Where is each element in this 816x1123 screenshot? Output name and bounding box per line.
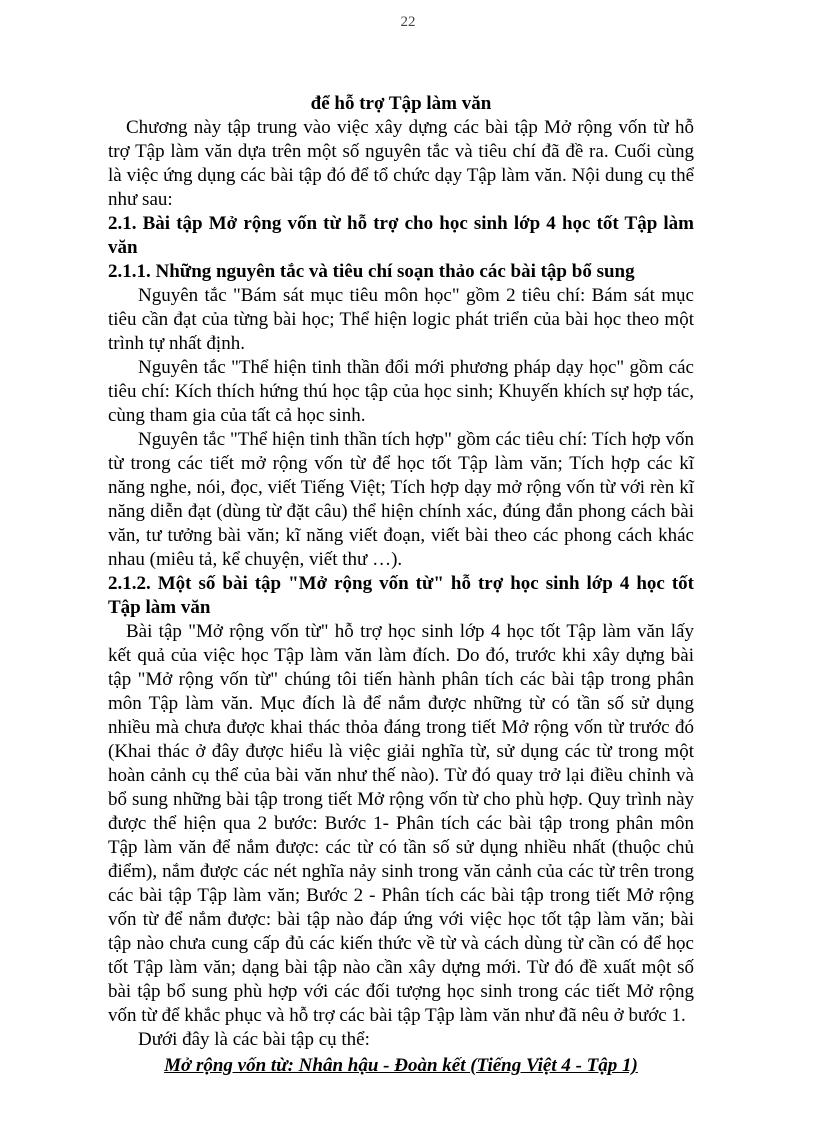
- page-number: 22: [400, 14, 416, 30]
- paragraph-principle-1: Nguyên tắc "Bám sát mục tiêu môn học" gồm 2 tiêu chí: Bám sát mục tiêu cần đạt của từng bài học; Thể hiện logic phát triển của bài học theo một trình tự nhất định.: [108, 285, 694, 354]
- paragraph-exercises: Bài tập "Mở rộng vốn từ" hỗ trợ học sinh lớp 4 học tốt Tập làm văn lấy kết quả của việc học Tập làm văn làm đích. Do đó, trước khi xây dựng bài tập "Mở rộng vốn từ" chúng tôi tiến hành phân tích các bài tập trong phân môn Tập làm văn. Mục đích là để nắm được những từ có tần số sử dụng nhiều mà chưa được khai thác thỏa đáng trong tiết Mở rộng vốn từ trước đó (Khai thác ở đây được hiểu là việc giải nghĩa từ, sử dụng các từ trong một hoàn cảnh cụ thể của bài văn như thế nào). Từ đó quay trở lại điều chỉnh và bổ sung những bài tập trong tiết Mở rộng vốn từ cho phù hợp. Quy trình này được thể hiện qua 2 bước: Bước 1- Phân tích các bài tập trong phân môn Tập làm văn để nắm được: các từ có tần số sử dụng nhiều nhất (thuộc chủ điểm), nắm được các nét nghĩa nảy sinh trong văn cảnh của các từ trên trong các bài tập Tập làm văn; Bước 2 - Phân tích các bài tập trong tiết Mở rộng vốn từ để nắm được: bài tập nào đáp ứng với việc học tốt tập làm văn; bài tập nào chưa cung cấp đủ các kiến thức về từ và cách dùng từ cần có để học tốt Tập làm văn; dạng bài tập nào cần xây dựng mới. Từ đó đề xuất một số bài tập bổ sung phù hợp với các đối tượng học sinh trong các tiết Mở rộng vốn từ để khắc phục và hỗ trợ các bài tập Tập làm văn như đã nêu ở bước 1.: [108, 621, 694, 1026]
- paragraph-principle-3: Nguyên tắc "Thể hiện tinh thần tích hợp" gồm các tiêu chí: Tích hợp vốn từ trong các tiết mở rộng vốn từ để học tốt Tập làm văn; Tích hợp các kĩ năng nghe, nói, đọc, viết Tiếng Việt; Tích hợp dạy mở rộng vốn từ với rèn kĩ năng diễn đạt (dùng từ đặt câu) thể hiện chính xác, đúng đắn phong cách bài văn, tư tưởng bài văn; kĩ năng viết đoạn, viết bài theo các phong cách khác nhau (miêu tả, kể chuyện, viết thư …).: [108, 429, 694, 570]
- lesson-subtitle: Mở rộng vốn từ: Nhân hậu - Đoàn kết (Tiếng Việt 4 - Tập 1): [164, 1055, 638, 1076]
- intro-paragraph: Chương này tập trung vào việc xây dựng các bài tập Mở rộng vốn từ hỗ trợ Tập làm văn dựa trên một số nguyên tắc và tiêu chí đã đề ra. Cuối cùng là việc ứng dụng các bài tập đó để tổ chức dạy Tập làm văn. Nội dung cụ thể như sau:: [108, 117, 694, 210]
- section-heading-2-1: 2.1. Bài tập Mở rộng vốn từ hỗ trợ cho học sinh lớp 4 học tốt Tập làm văn: [108, 213, 694, 258]
- paragraph-principle-2: Nguyên tắc "Thể hiện tinh thần đổi mới phương pháp dạy học" gồm các tiêu chí: Kích thích hứng thú học tập của học sinh; Khuyến khích sự hợp tác, cùng tham gia của tất cả học sinh.: [108, 357, 694, 426]
- section-heading-2-1-2: 2.1.2. Một số bài tập "Mở rộng vốn từ" hỗ trợ học sinh lớp 4 học tốt Tập làm văn: [108, 573, 694, 618]
- document-body: [108, 92, 694, 1078]
- chapter-title: để hỗ trợ Tập làm văn: [310, 93, 492, 114]
- section-heading-2-1-1: 2.1.1. Những nguyên tắc và tiêu chí soạn thảo các bài tập bổ sung: [108, 261, 635, 282]
- paragraph-list-intro: Dưới đây là các bài tập cụ thể:: [138, 1029, 370, 1050]
